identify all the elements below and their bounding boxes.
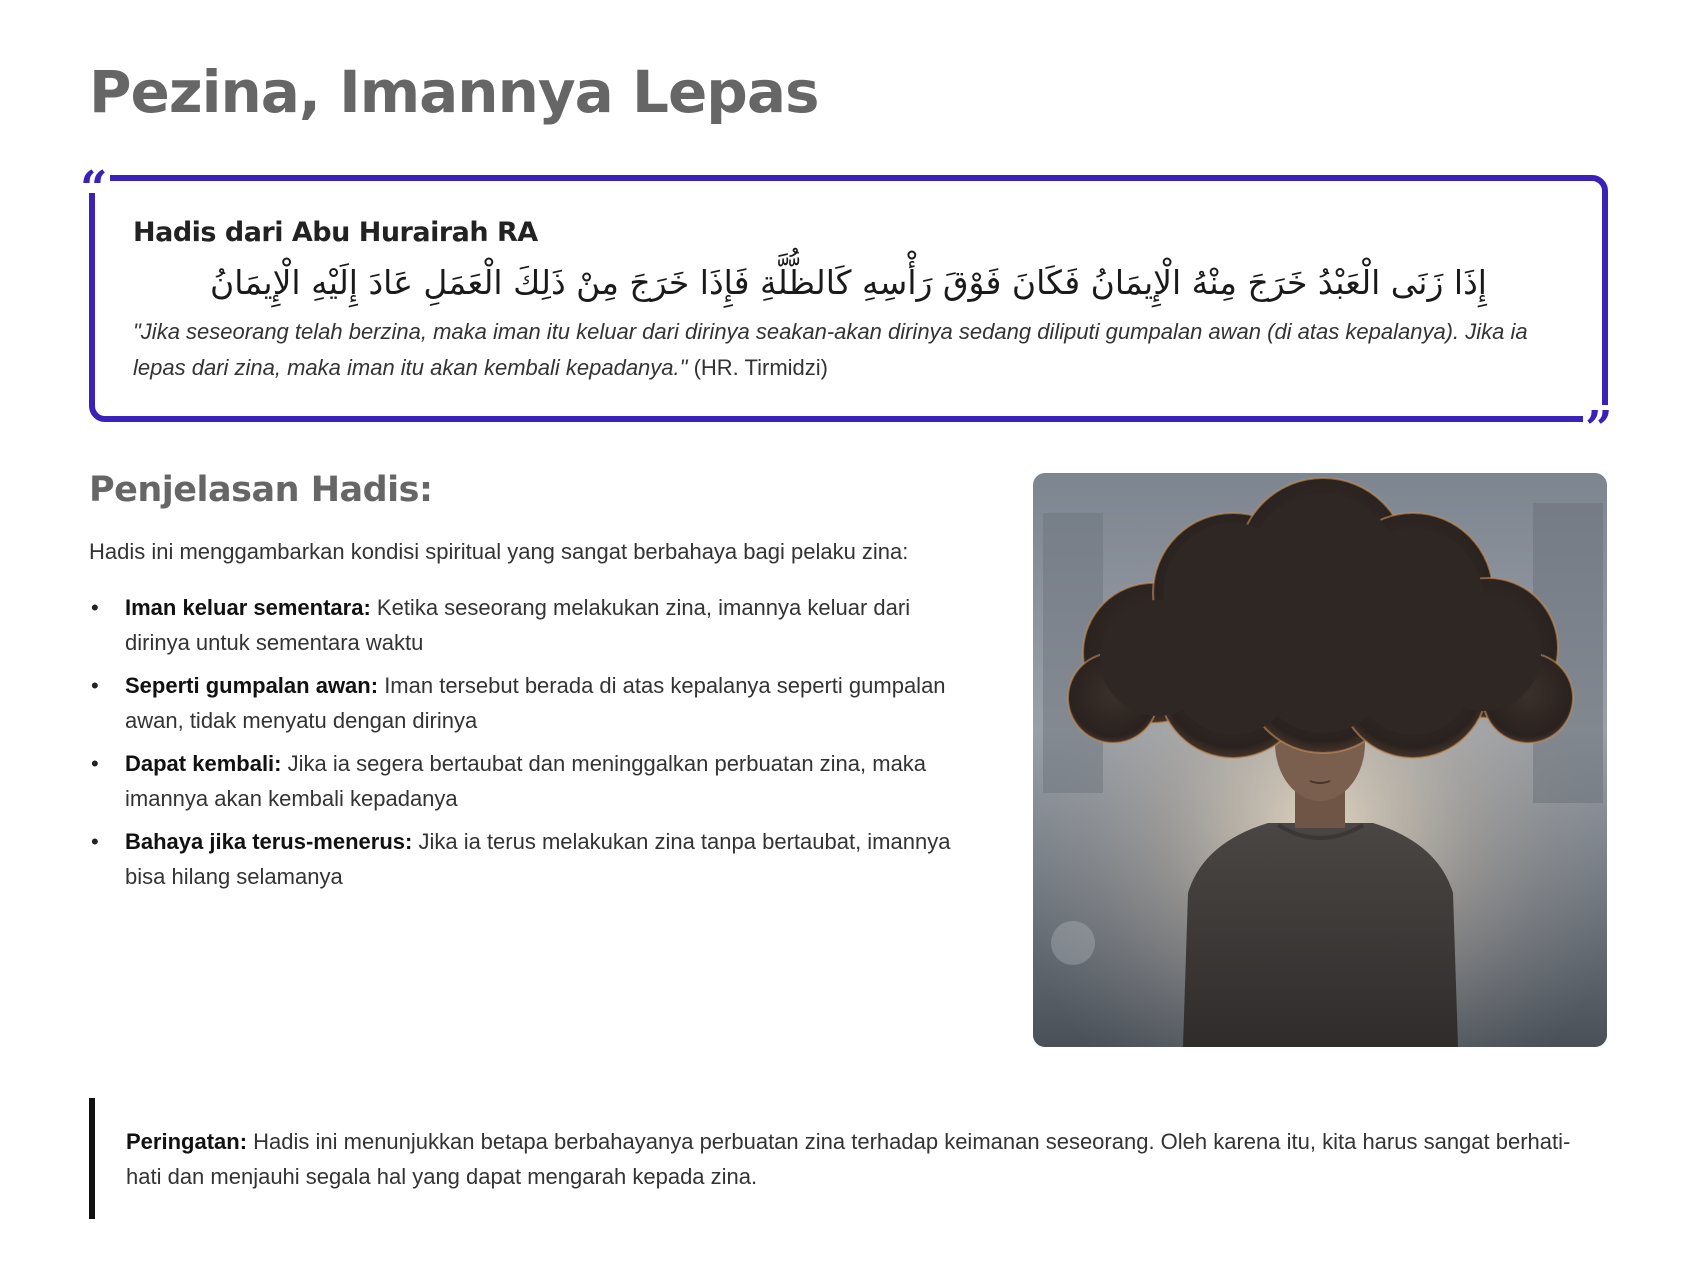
man-with-cloud-illustration xyxy=(1033,473,1607,1047)
warning-body: Hadis ini menunjukkan betapa berbahayanya perbuatan zina terhadap keimanan seseorang. Oleh karena itu, kita harus sangat berhati-hati dan menjauhi segala hal yang dapat mengarah kepada zina. xyxy=(126,1129,1571,1189)
illustration-image xyxy=(1033,473,1607,1047)
list-item xyxy=(89,746,969,816)
list-item xyxy=(89,668,969,738)
hadith-translation-text: "Jika seseorang telah berzina, maka iman itu keluar dari dirinya seakan-akan dirinya sedang diliputi gumpalan awan (di atas kepalanya). Jika ia lepas dari zina, maka iman itu akan kembali kepadanya." xyxy=(133,319,1528,380)
explanation-intro: Hadis ini menggambarkan kondisi spiritual yang sangat berbahaya bagi pelaku zina: xyxy=(89,539,909,564)
warning-callout xyxy=(89,1098,1608,1219)
bullet-dot: • xyxy=(91,673,99,698)
hadith-translation xyxy=(133,314,1582,386)
page-title: Pezina, Imannya Lepas xyxy=(89,58,819,126)
point-term: Iman keluar sementara: xyxy=(125,595,371,620)
explanation-points-list xyxy=(89,590,969,894)
list-item xyxy=(89,824,969,894)
point-text: Jika ia terus melakukan zina tanpa bertaubat, imannya bisa hilang selamanya xyxy=(125,829,951,889)
bullet-dot: • xyxy=(91,595,99,620)
explanation-heading: Penjelasan Hadis: xyxy=(89,470,433,510)
point-term: Dapat kembali: xyxy=(125,751,282,776)
warning-text xyxy=(126,1124,1588,1194)
hadith-source: Hadis dari Abu Hurairah RA xyxy=(133,217,538,248)
bullet-dot: • xyxy=(91,751,99,776)
point-text: Jika ia segera bertaubat dan meninggalkan perbuatan zina, maka imannya akan kembali kepadanya xyxy=(125,751,927,811)
point-text: Ketika seseorang melakukan zina, imannya keluar dari dirinya untuk sementara waktu xyxy=(125,595,911,655)
bullet-dot: • xyxy=(91,829,99,854)
point-term: Bahaya jika terus-menerus: xyxy=(125,829,413,854)
hadith-arabic-text: إِذَا زَنَى الْعَبْدُ خَرَجَ مِنْهُ الْإِيمَانُ فَكَانَ فَوْقَ رَأْسِهِ كَالظُّلَّةِ فَإِذَا خَرَجَ مِنْ ذَلِكَ الْعَمَلِ عَادَ إِلَيْهِ الْإِيمَانُ xyxy=(210,263,1487,302)
closing-quote-icon: ” xyxy=(1585,405,1613,433)
list-item xyxy=(89,590,969,660)
point-text: Iman tersebut berada di atas kepalanya seperti gumpalan awan, tidak menyatu dengan dirinya xyxy=(125,673,946,733)
hadith-quote-box xyxy=(89,175,1608,422)
point-term: Seperti gumpalan awan: xyxy=(125,673,379,698)
warning-label: Peringatan: xyxy=(126,1129,248,1154)
hadith-reference: (HR. Tirmidzi) xyxy=(693,355,829,380)
opening-quote-icon: “ xyxy=(80,165,108,193)
